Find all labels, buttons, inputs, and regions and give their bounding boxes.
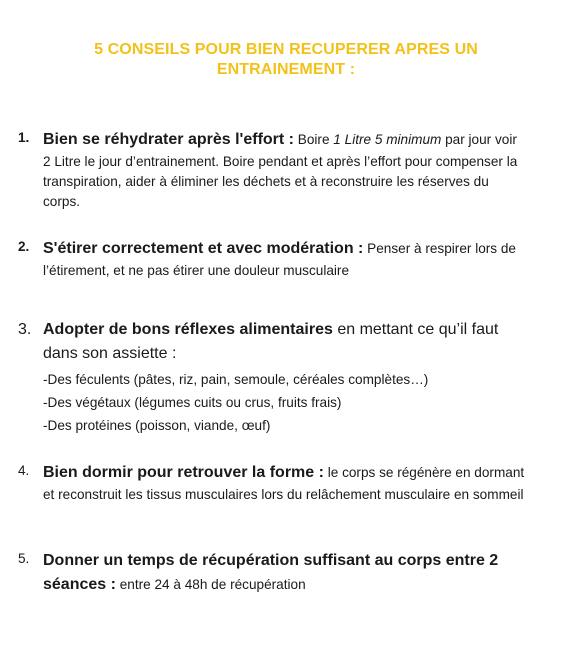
item-text: Penser à respirer lors de l’étirement, et ne pas étirer une douleur musculaire [43,241,516,278]
list-item-2 [18,237,528,281]
item-number: 4. [18,463,30,478]
item-number: 3. [18,321,32,338]
item-heading: Adopter de bons réflexes alimentaires [43,321,333,338]
list-item-1 [18,128,528,212]
item-heading: S'étirer correctement et avec modération : [43,240,364,257]
item-text: par jour voir 2 Litre le jour d’entrainement. Boire pendant et après l’effort pour compenser la transpiration, aider à éliminer les déchets et à reconstruire les réserves du corps. [43,132,518,209]
item-heading: Donner un temps de récupération suffisant au corps entre 2 séances : [43,552,499,593]
item-body [43,237,528,281]
item-number: 5. [18,551,30,566]
sub-item: -Des végétaux (légumes cuits ou crus, fruits frais) [43,395,342,410]
list-item-5 [18,549,528,597]
list-item-4 [18,461,528,505]
sub-item: -Des féculents (pâtes, riz, pain, semoule, céréales complètes…) [43,372,429,387]
item-number: 1. [18,130,30,145]
page-title: 5 CONSEILS POUR BIEN RECUPERER APRES UN ENTRAINEMENT : [94,41,478,78]
sub-item: -Des protéines (poisson, viande, œuf) [43,418,271,433]
item-text: le corps se régénère en dormant et reconstruit les tissus musculaires lors du relâchement musculaire en sommeil [43,465,525,502]
item-body [43,461,528,505]
item-body [43,549,528,597]
item-heading: Bien se réhydrater après l'effort : [43,131,294,148]
item-heading: Bien dormir pour retrouver la forme : [43,464,324,481]
list-item-3 [18,318,528,437]
item-text-italic: 1 Litre 5 minimum [333,132,442,147]
item-text: Boire [294,132,334,147]
item-body [43,318,528,437]
item-text: en mettant ce qu’il faut dans son assiette : [43,321,499,362]
item-body [43,128,528,212]
item-text: entre 24 à 48h de récupération [115,577,306,592]
item-number: 2. [18,239,30,254]
